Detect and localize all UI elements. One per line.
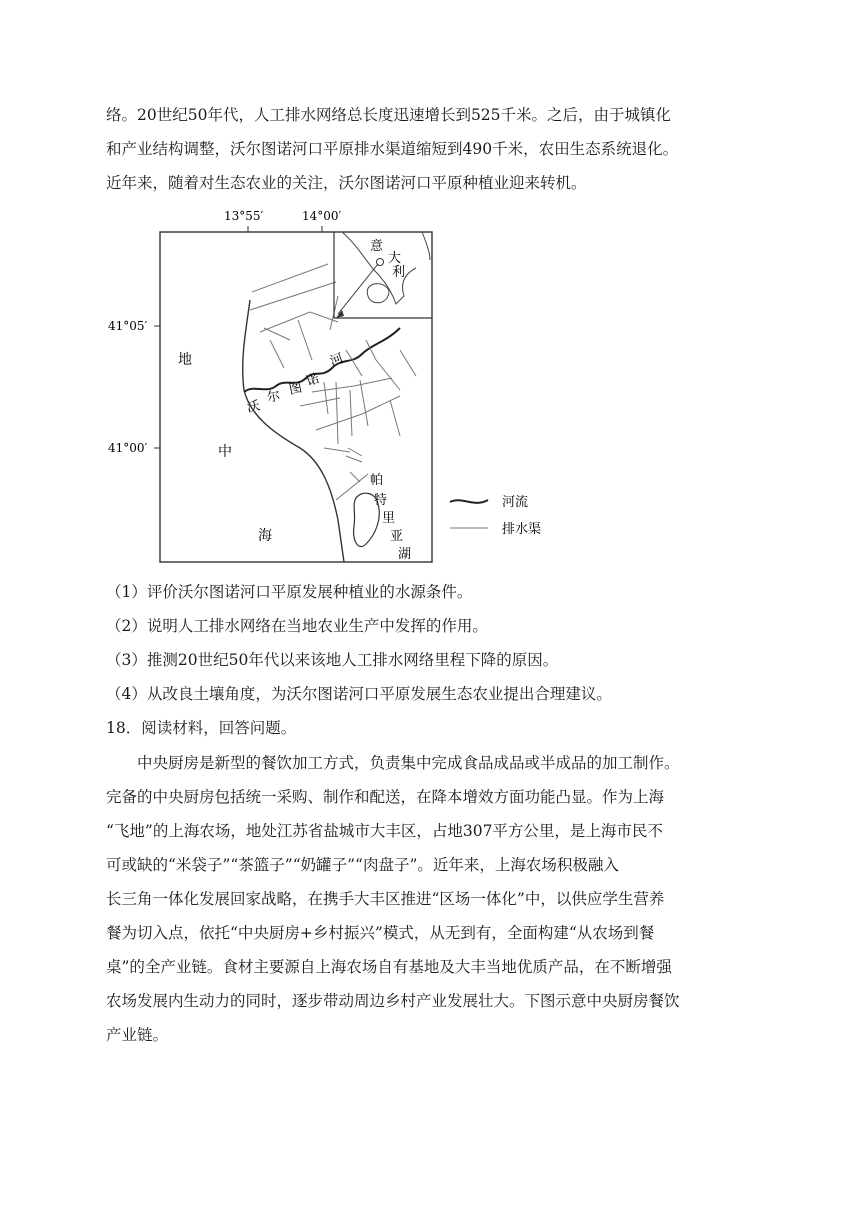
- lon-label: 13°55′: [224, 209, 264, 223]
- lake-label: 特: [374, 493, 388, 508]
- lake-label: 帕: [370, 473, 384, 488]
- material-line: 完备的中央厨房包括统一采购、制作和配送，在降本增效方面功能凸显。作为上海: [106, 788, 665, 806]
- material-line: 餐为切入点，依托“中央厨房+乡村振兴”模式，从无到有，全面构建“从农场到餐: [106, 924, 655, 942]
- legend-drain-label: 排水渠: [502, 522, 542, 537]
- drainage-canals: [250, 264, 416, 500]
- material-line: “飞地”的上海农场，地处江苏省盐城市大丰区，占地307平方公里，是上海市民不: [106, 822, 663, 840]
- legend-river-label: 河流: [502, 495, 529, 510]
- material-line: 中央厨房是新型的餐饮加工方式，负责集中完成食品成品或半成品的加工制作。: [137, 754, 680, 772]
- intro-paragraph: [106, 98, 756, 200]
- material-line: 农场发展内生动力的同时，逐步带动周边乡村产业发展壮大。下图示意中央厨房餐饮: [106, 992, 680, 1010]
- map-legend: [450, 494, 541, 537]
- volturno-map: [100, 200, 560, 570]
- sea-label: 地: [178, 352, 192, 368]
- inset-map: [334, 232, 432, 318]
- question-18-material: [106, 746, 766, 1052]
- lat-label: 41°00′: [108, 441, 148, 455]
- sea-label: 中: [218, 444, 232, 460]
- question-18-title: 18．阅读材料，回答问题。: [106, 719, 297, 737]
- intro-line: 近年来，随着对生态农业的关注，沃尔图诺河口平原种植业迎来转机。: [106, 174, 587, 192]
- inset-label: 大: [388, 251, 402, 266]
- question-3: （3）推测20世纪50年代以来该地人工排水网络里程下降的原因。: [106, 651, 559, 669]
- river-label: 沃: [245, 398, 262, 416]
- material-line: 可或缺的“米袋子”“茶篮子”“奶罐子”“肉盘子”。近年来，上海农场积极融入: [106, 856, 619, 874]
- lat-label: 41°05′: [108, 319, 148, 333]
- inset-label: 利: [392, 265, 406, 280]
- lon-label: 14°00′: [302, 209, 342, 223]
- coastline: [243, 300, 344, 562]
- material-line: 桌”的全产业链。食材主要源自上海农场自有基地及大丰当地优质产品，在不断增强: [106, 958, 672, 976]
- question-1: （1）评价沃尔图诺河口平原发展种植业的水源条件。: [106, 583, 473, 601]
- intro-line: 络。20世纪50年代，人工排水网络总长度迅速增长到525千米。之后，由于城镇化: [106, 106, 672, 124]
- river-label: 尔: [265, 388, 282, 406]
- inset-label: 意: [370, 239, 384, 254]
- material-line: 产业链。: [106, 1026, 169, 1044]
- question-2: （2）说明人工排水网络在当地农业生产中发挥的作用。: [106, 617, 488, 635]
- lake-label: 里: [382, 511, 396, 526]
- intro-line: 和产业结构调整，沃尔图诺河口平原排水渠道缩短到490千米，农田生态系统退化。: [106, 140, 679, 158]
- river-label: 诺: [304, 371, 322, 390]
- lake-label: 湖: [398, 547, 412, 562]
- river-label: 图: [287, 380, 304, 398]
- question-4: （4）从改良土壤角度，为沃尔图诺河口平原发展生态农业提出合理建议。: [106, 685, 612, 703]
- lake-label: 亚: [390, 529, 404, 544]
- river-label: 河: [328, 351, 346, 370]
- material-line: 长三角一体化发展回家战略，在携手大丰区推进“区场一体化”中，以供应学生营养: [106, 890, 665, 908]
- sea-label: 海: [258, 528, 272, 544]
